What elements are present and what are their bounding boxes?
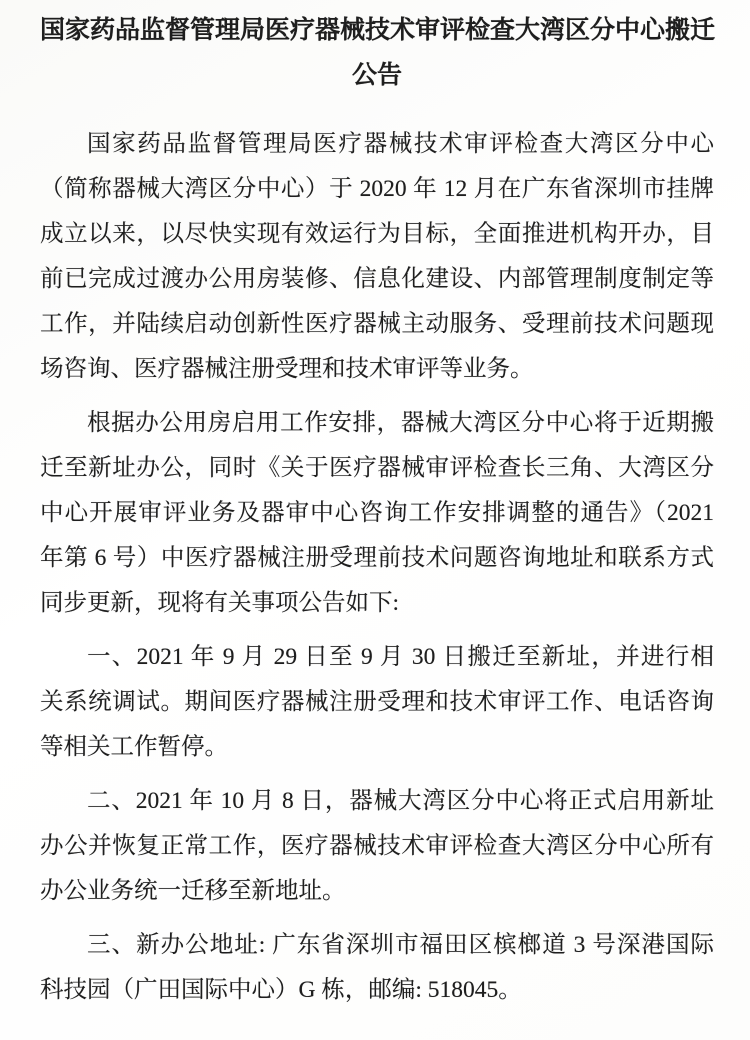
paragraph-line: 等相关工作暂停。 bbox=[40, 734, 228, 760]
paragraph-line: 根据办公用房启用工作安排，器械大湾区分中心将于近期搬 bbox=[87, 410, 714, 436]
title-line-2: 公告 bbox=[351, 62, 402, 89]
paragraph-line: 同步更新，现将有关事项公告如下: bbox=[40, 590, 400, 616]
paragraph-line: 办公业务统一迁移至新地址。 bbox=[40, 878, 346, 904]
document-body bbox=[40, 122, 714, 1013]
paragraph-line: 前已完成过渡办公用房装修、信息化建设、内部管理制度制定等 bbox=[40, 266, 714, 292]
paragraph-item-3-address bbox=[40, 923, 714, 1013]
paragraph-line: 科技园（广田国际中心）G 栋，邮编: 518045。 bbox=[40, 977, 522, 1003]
paragraph-line: 年第 6 号）中医疗器械注册受理前技术问题咨询地址和联系方式 bbox=[40, 545, 714, 571]
paragraph-line: 办公并恢复正常工作，医疗器械技术审评检查大湾区分中心所有 bbox=[40, 833, 714, 859]
paragraph-line: 关系统调试。期间医疗器械注册受理和技术审评工作、电话咨询 bbox=[40, 689, 714, 715]
paragraph-line: 一、2021 年 9 月 29 日至 9 月 30 日搬迁至新址，并进行相 bbox=[87, 644, 714, 670]
paragraph-line: 二、2021 年 10 月 8 日，器械大湾区分中心将正式启用新址 bbox=[87, 788, 714, 814]
paragraph-line: （简称器械大湾区分中心）于 2020 年 12 月在广东省深圳市挂牌 bbox=[40, 176, 714, 202]
paragraph-intro bbox=[40, 122, 714, 392]
paragraph-line: 国家药品监督管理局医疗器械技术审评检查大湾区分中心 bbox=[87, 131, 714, 157]
paragraph-line: 三、新办公地址: 广东省深圳市福田区槟榔道 3 号深港国际 bbox=[87, 932, 714, 958]
paragraph-line: 中心开展审评业务及器审中心咨询工作安排调整的通告》（2021 bbox=[40, 500, 714, 526]
paragraph-line: 工作，并陆续启动创新性医疗器械主动服务、受理前技术问题现 bbox=[40, 311, 714, 337]
paragraph-relocation-plan bbox=[40, 401, 714, 626]
paragraph-line: 迁至新址办公，同时《关于医疗器械审评检查长三角、大湾区分 bbox=[40, 455, 714, 481]
document-title bbox=[40, 8, 714, 98]
paragraph-item-2 bbox=[40, 779, 714, 914]
title-line-1: 国家药品监督管理局医疗器械技术审评检查大湾区分中心搬迁 bbox=[40, 17, 716, 44]
paragraph-item-1 bbox=[40, 635, 714, 770]
paragraph-line: 场咨询、医疗器械注册受理和技术审评等业务。 bbox=[40, 356, 534, 382]
paragraph-line: 成立以来，以尽快实现有效运行为目标，全面推进机构开办，目 bbox=[40, 221, 714, 247]
